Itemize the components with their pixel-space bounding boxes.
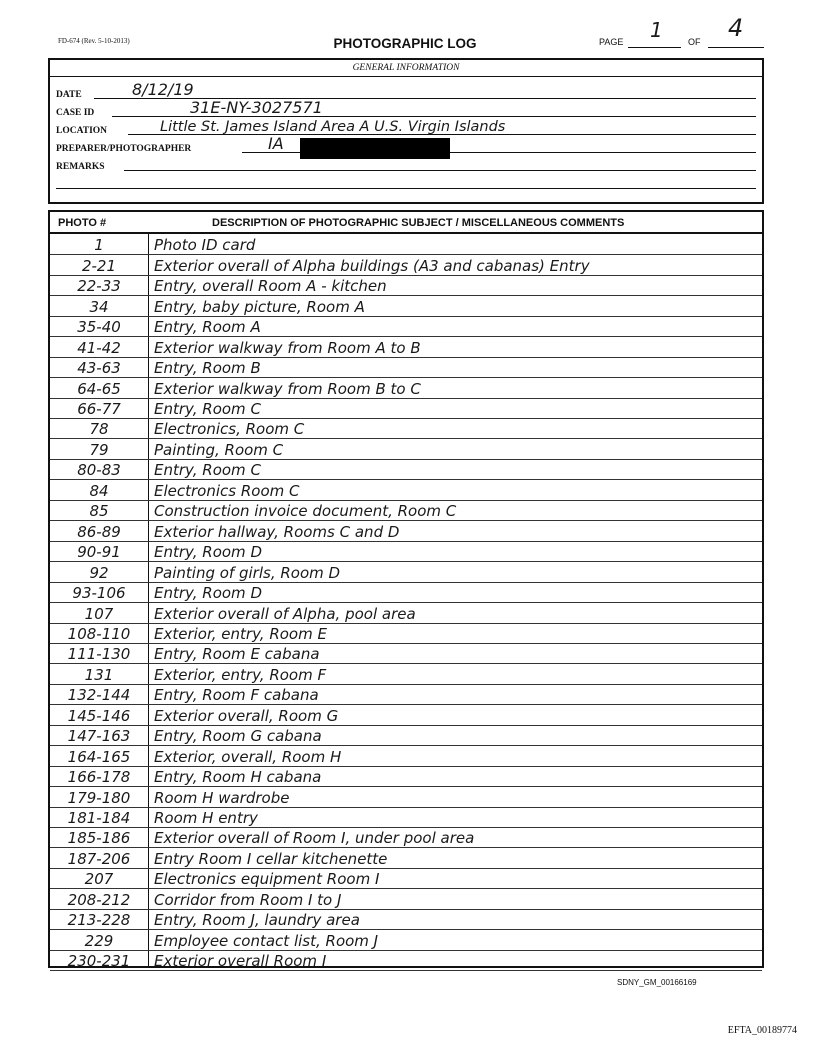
photo-number-cell: 93-106	[72, 584, 126, 603]
description-cell: Exterior overall, Room G	[154, 706, 339, 725]
description-cell: Room H wardrobe	[154, 788, 290, 807]
photo-number-cell: 41-42	[77, 338, 121, 357]
divider	[50, 76, 762, 77]
description-header: DESCRIPTION OF PHOTOGRAPHIC SUBJECT / MISCELLANEOUS COMMENTS	[212, 217, 625, 229]
description-cell: Exterior, overall, Room H	[154, 747, 342, 766]
date-row	[56, 80, 756, 100]
table-row	[50, 786, 762, 807]
description-cell: Exterior overall Room I	[154, 952, 327, 971]
photo-number-cell: 80-83	[77, 461, 121, 480]
remarks-line	[124, 170, 756, 171]
photo-number-cell: 213-228	[67, 911, 131, 930]
case-id-label: CASE ID	[56, 108, 95, 118]
table-row	[50, 439, 762, 460]
table-row	[50, 357, 762, 378]
description-cell: Employee contact list, Room J	[154, 931, 379, 950]
description-cell: Electronics Room C	[154, 481, 300, 500]
photo-number-cell: 85	[89, 502, 109, 521]
description-cell: Entry, baby picture, Room A	[154, 297, 365, 316]
photo-number-cell: 208-212	[67, 890, 131, 909]
location-label: LOCATION	[56, 126, 108, 136]
photo-number-cell: 92	[89, 563, 109, 582]
photo-number-cell: 132-144	[67, 686, 131, 705]
table-row	[50, 234, 762, 255]
page-total: 4	[728, 14, 744, 42]
table-row	[50, 500, 762, 521]
photo-number-header: PHOTO #	[58, 217, 107, 229]
location-row	[56, 120, 756, 136]
photo-number-cell: 229	[84, 931, 114, 950]
description-cell: Exterior hallway, Rooms C and D	[154, 522, 400, 541]
description-cell: Electronics, Room C	[154, 420, 305, 439]
description-cell: Entry Room I cellar kitchenette	[154, 849, 388, 868]
date-label: DATE	[56, 90, 82, 100]
table-row	[50, 888, 762, 909]
page-number: 1	[650, 18, 663, 42]
preparer-label: PREPARER/PHOTOGRAPHER	[56, 144, 192, 154]
description-cell: Photo ID card	[154, 236, 256, 255]
date-value: 8/12/19	[132, 80, 194, 99]
case-id-value: 31E-NY-3027571	[190, 98, 323, 117]
preparer-value: IA	[268, 134, 284, 153]
table-row	[50, 418, 762, 439]
table-row	[50, 377, 762, 398]
page-number-line	[628, 47, 681, 48]
page-title: PHOTOGRAPHIC LOG	[333, 36, 477, 51]
description-cell: Corridor from Room I to J	[154, 890, 342, 909]
table-row	[50, 868, 762, 889]
redaction-box	[300, 138, 450, 159]
description-cell: Entry, Room F cabana	[154, 686, 319, 705]
table-row	[50, 909, 762, 930]
table-row	[50, 950, 762, 971]
remarks-label: REMARKS	[56, 162, 105, 172]
table-row	[50, 541, 762, 562]
table-row	[50, 398, 762, 419]
photo-number-cell: 107	[84, 604, 114, 623]
table-row	[50, 561, 762, 582]
table-row	[50, 807, 762, 828]
table-row	[50, 643, 762, 664]
photo-number-cell: 34	[89, 297, 109, 316]
photo-number-cell: 78	[89, 420, 109, 439]
photo-number-cell: 35-40	[77, 318, 121, 337]
photo-number-cell: 185-186	[67, 829, 131, 848]
description-cell: Exterior overall of Alpha buildings (A3 and cabanas) Entry	[154, 256, 590, 275]
page-label: PAGE	[599, 37, 624, 47]
photo-number-cell: 187-206	[67, 849, 131, 868]
description-cell: Painting of girls, Room D	[154, 563, 341, 582]
table-row	[50, 827, 762, 848]
description-cell: Entry, Room D	[154, 584, 262, 603]
table-row	[50, 704, 762, 725]
table-row	[50, 848, 762, 869]
general-information-title: GENERAL INFORMATION	[352, 63, 460, 73]
table-row	[50, 479, 762, 500]
description-cell: Exterior, entry, Room E	[154, 624, 327, 643]
photo-number-cell: 131	[84, 665, 114, 684]
photo-number-cell: 108-110	[67, 624, 131, 643]
photo-number-cell: 66-77	[77, 400, 121, 419]
bates-number: EFTA_00189774	[727, 1025, 797, 1036]
description-cell: Exterior overall of Alpha, pool area	[154, 604, 416, 623]
description-cell: Electronics equipment Room I	[154, 870, 380, 889]
table-row	[50, 766, 762, 787]
description-cell: Entry, Room D	[154, 543, 262, 562]
photo-number-cell: 22-33	[77, 277, 121, 296]
table-row	[50, 520, 762, 541]
photo-number-cell: 86-89	[77, 522, 121, 541]
table-row	[50, 316, 762, 337]
description-cell: Painting, Room C	[154, 440, 284, 459]
table-row	[50, 623, 762, 644]
table-row	[50, 663, 762, 684]
photo-number-cell: 166-178	[67, 768, 131, 787]
form-number: FD-674 (Rev. 5-10-2013)	[58, 37, 130, 45]
table-row	[50, 336, 762, 357]
table-row	[50, 929, 762, 950]
description-cell: Entry, Room H cabana	[154, 768, 322, 787]
description-cell: Exterior walkway from Room A to B	[154, 338, 421, 357]
of-label: OF	[688, 37, 701, 47]
remarks-line-2	[56, 188, 756, 189]
description-cell: Entry, Room G cabana	[154, 727, 322, 746]
photo-number-cell: 84	[89, 481, 109, 500]
document-id: SDNY_GM_00166169	[617, 978, 697, 987]
location-value: Little St. James Island Area A U.S. Virgin Islands	[160, 119, 506, 135]
photo-number-cell: 2-21	[81, 256, 117, 275]
page-total-line	[708, 47, 764, 48]
photo-number-cell: 43-63	[77, 359, 121, 378]
description-cell: Entry, Room C	[154, 461, 261, 480]
photo-number-cell: 179-180	[67, 788, 131, 807]
description-cell: Entry, Room B	[154, 359, 261, 378]
photo-number-cell: 147-163	[67, 727, 131, 746]
description-cell: Entry, Room J, laundry area	[154, 911, 360, 930]
photo-number-cell: 1	[94, 236, 104, 255]
photo-number-cell: 64-65	[77, 379, 121, 398]
photo-number-cell: 230-231	[67, 952, 131, 971]
table-row	[50, 602, 762, 623]
photo-number-cell: 111-130	[67, 645, 131, 664]
case-id-row	[56, 98, 756, 118]
description-cell: Room H entry	[154, 809, 258, 828]
table-row	[50, 275, 762, 296]
photo-number-cell: 79	[89, 440, 109, 459]
table-row	[50, 582, 762, 603]
table-row	[50, 459, 762, 480]
table-row	[50, 295, 762, 316]
table-row	[50, 745, 762, 766]
description-cell: Exterior walkway from Room B to C	[154, 379, 421, 398]
photo-number-cell: 90-91	[77, 543, 121, 562]
table-row	[50, 725, 762, 746]
description-cell: Entry, Room C	[154, 400, 261, 419]
description-cell: Exterior, entry, Room F	[154, 665, 327, 684]
photo-number-cell: 145-146	[67, 706, 131, 725]
photo-number-cell: 164-165	[67, 747, 131, 766]
description-cell: Construction invoice document, Room C	[154, 502, 457, 521]
photo-log-table	[48, 210, 764, 971]
description-cell: Entry, Room E cabana	[154, 645, 320, 664]
description-cell: Entry, Room A	[154, 318, 261, 337]
description-cell: Entry, overall Room A - kitchen	[154, 277, 387, 296]
description-cell: Exterior overall of Room I, under pool area	[154, 829, 475, 848]
general-information-section	[48, 58, 764, 204]
photo-number-cell: 181-184	[67, 809, 131, 828]
photo-number-cell: 207	[84, 870, 114, 889]
table-row	[50, 254, 762, 275]
table-row	[50, 684, 762, 705]
